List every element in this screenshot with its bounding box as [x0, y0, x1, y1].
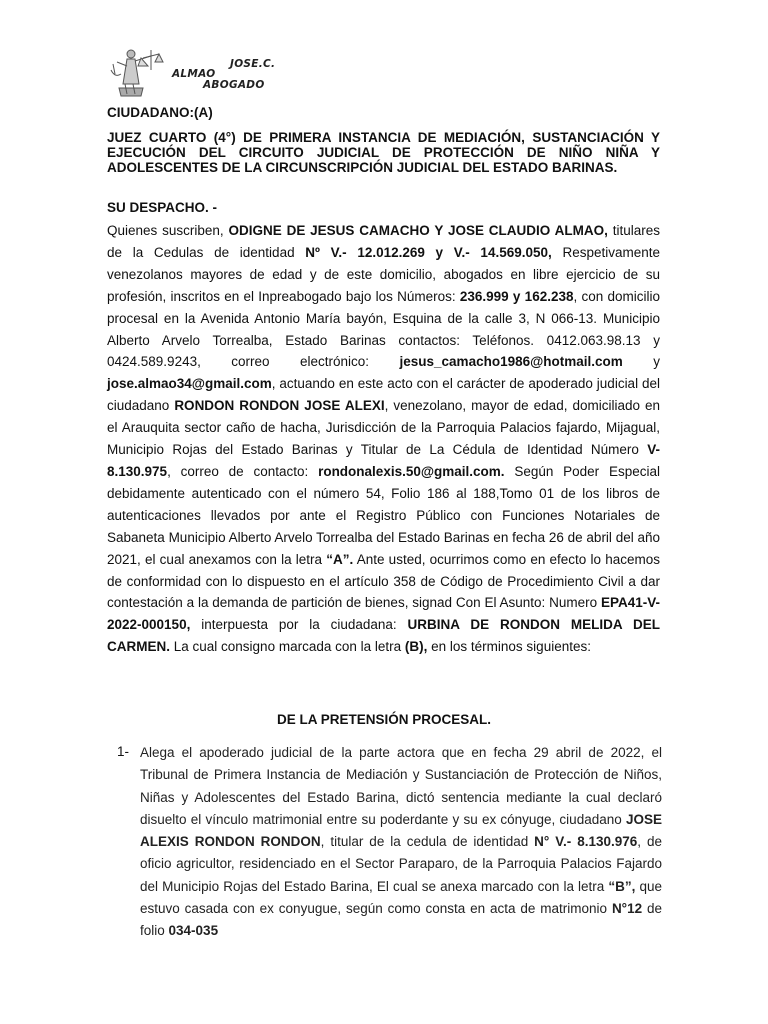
body-text: Según Poder Especial debidamente autenticado con el número 54, Folio 186 al 188,Tomo 01 de los libros de autenticaciones llevados por ante el Registro Público con Funciones Notariales de Sabaneta Municipio Alberto Arvelo Torrealba del Estado Barinas en fecha 26 de abril del año 2021, el cual anexamos con la letra: [107, 463, 660, 567]
body-paragraph: [107, 220, 660, 658]
item-text: , titular de la cedula de identidad: [320, 834, 535, 850]
case-number: EPA41-V-2022-000150,: [107, 595, 660, 633]
logo-title-line: ABOGADO: [203, 79, 265, 91]
ex-spouse-id: N° V.- 8.130.976: [534, 834, 638, 850]
body-text: , venezolano, mayor de edad, domiciliado en el Arauquita sector caño de hacha, Jurisdicción de la Parroquia Palacios fajardo, Mijagual, Municipio Rojas del Estado Barinas y Titular de La Cédula de Identidad Número: [107, 398, 661, 458]
client-id: V-8.130.975: [107, 442, 660, 479]
email-camacho: jesus_camacho1986@hotmail.com: [399, 354, 623, 370]
client-email: rondonalexis.50@gmail.com.: [318, 463, 505, 479]
folio-number: 034-035: [168, 923, 219, 939]
item-text: Alega el apoderado judicial de la parte actora que en fecha 29 abril de 2022, el Tribunal de Primera Instancia de Mediación y Sustanciación de Protección de Niños, Niñas y Adolescentes del Estado Barina, dictó sentencia mediante la cual declaró disuelto el vínculo matrimonial entre su poderdante y su ex cónyuge, ciudadano: [140, 745, 662, 827]
logo-name-line: JOSE.C.: [230, 58, 276, 70]
inpreabogado-numbers: 236.999 y 162.238: [459, 288, 574, 304]
list-item: [140, 742, 662, 943]
annex-letter-b: (B),: [404, 639, 428, 655]
body-text: interpuesta por la ciudadana:: [190, 617, 408, 633]
addressee-ciudadano: CIUDADANO:(A): [107, 105, 213, 120]
body-text: La cual consigno marcada con la letra: [170, 639, 405, 655]
ex-spouse-name: JOSE ALEXIS RONDON RONDON: [140, 811, 662, 850]
body-text: Respetivamente venezolanos mayores de edad y de este domicilio, abogados en libre ejercicio de su profesión, inscritos en el Inpreabogado bajo los Números:: [107, 244, 660, 304]
email-almao: jose.almao34@gmail.com: [107, 376, 272, 392]
body-text: , con domicilio procesal en la Avenida Antonio María bayón, Esquina de la calle 3, N 066-13. Municipio Alberto Arvelo Torrealba, Estado Barinas contactos: Teléfonos. 0412.063.98.13 y 0424.589.9243, correo electrónico:: [107, 288, 661, 370]
item-text: de folio: [140, 901, 662, 939]
item-text: , de oficio agricultor, residenciado en el Sector Paraparo, de la Parroquia Palacios Fajardo del Municipio Rojas del Estado Barina, El cual se anexa marcado con la letra: [140, 834, 662, 894]
annex-letter-b-quote: “B”,: [608, 878, 636, 894]
section-heading: DE LA PRETENSIÓN PROCESAL.: [276, 712, 492, 727]
client-name: RONDON RONDON JOSE ALEXI: [174, 398, 385, 414]
plaintiff-name: URBINA DE RONDON MELIDA DEL CARMEN.: [107, 617, 661, 655]
body-text: titulares de la Cedulas de identidad: [107, 223, 660, 260]
body-text: Quienes suscriben,: [107, 223, 229, 238]
logo-surname-line: ALMAO: [172, 68, 216, 80]
annex-letter-a: “A”.: [326, 551, 354, 567]
list-item-number: 1-: [117, 744, 130, 759]
lawyers-names: ODIGNE DE JESUS CAMACHO Y JOSE CLAUDIO ALMAO,: [228, 223, 608, 238]
lawyer-logo: [105, 44, 275, 102]
marriage-record-number: N°12: [611, 901, 643, 917]
addressee-judge: JUEZ CUARTO (4°) DE PRIMERA INSTANCIA DE MEDIACIÓN, SUSTANCIACIÓN Y EJECUCIÓN DEL CIRCUITO JUDICIAL DE PROTECCIÓN DE NIÑO NIÑA Y ADOLESCENTES DE LA CIRCUNSCRIPCIÓN JUDICIAL DEL ESTADO BARINAS.: [107, 130, 660, 175]
body-text: y: [622, 354, 660, 370]
addressee-despacho: SU DESPACHO. -: [107, 200, 218, 215]
body-text: , correo de contacto:: [167, 463, 319, 479]
body-text: Ante usted, ocurrimos como en efecto lo hacemos de conformidad con lo dispuesto en el artículo 358 de Código de Procedimiento Civil a dar contestación a la demanda de partición de bienes, signad Con El Asunto: Numero: [107, 551, 660, 611]
body-text: en los términos siguientes:: [427, 639, 591, 655]
justice-statue-icon: [105, 44, 165, 102]
item-text: que estuvo casada con ex conyugue, según como consta en acta de matrimonio: [140, 878, 662, 917]
body-text: , actuando en este acto con el carácter de apoderado judicial del ciudadano: [107, 376, 660, 414]
lawyers-ids: Nº V.- 12.012.269 y V.- 14.569.050,: [305, 244, 552, 260]
